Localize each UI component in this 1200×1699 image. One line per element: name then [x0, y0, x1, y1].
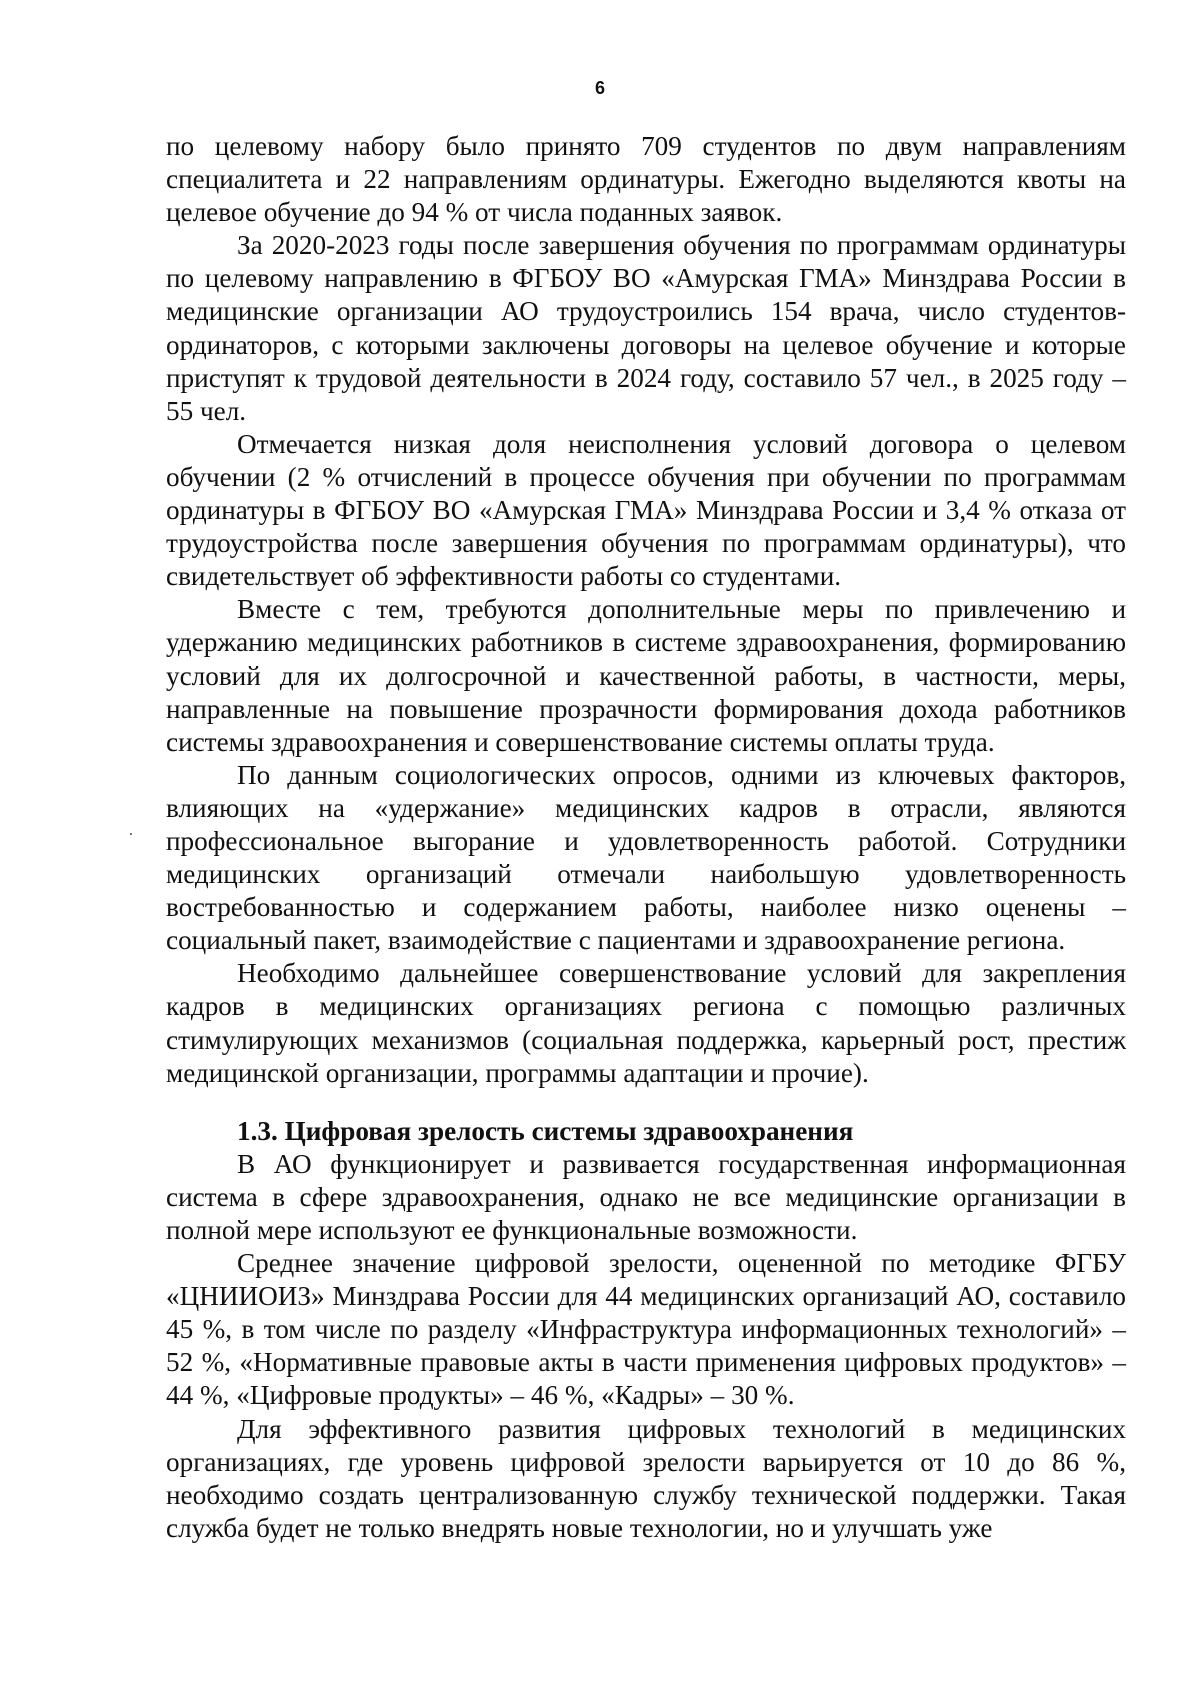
document-body	[166, 130, 1126, 1545]
paragraph-retention-conditions: Необходимо дальнейшее совершенствование условий для закрепления кадров в медицинских организациях региона с помощью различных стимулирующих механизмов (социальная поддержка, карьерный рост, престиж медицинской организации, программы адаптации и прочие).	[166, 958, 1126, 1088]
section-heading: 1.3. Цифровая зрелость системы здравоохранения	[237, 1115, 854, 1146]
paragraph-additional-measures: Вместе с тем, требуются дополнительные меры по привлечению и удержанию медицинских работников в системе здравоохранения, формированию условий для их долгосрочной и качественной работы, в частности, меры, направленные на повышение прозрачности формирования дохода работников системы здравоохранения и совершенствование системы оплаты труда.	[166, 594, 1126, 757]
paragraph-support-service: Для эффективного развития цифровых технологий в медицинских организациях, где уровень цифровой зрелости варьируется от 10 до 86 %, необходимо создать централизованную службу технической поддержки. Такая служба будет не только внедрять новые технологии, но и улучшать уже	[166, 1413, 1126, 1543]
paragraph-graduates-employment: За 2020-2023 годы после завершения обучения по программам ординатуры по целевому направлению в ФГБОУ ВО «Амурская ГМА» Минздрава России в медицинские организации АО трудоустроились 154 врача, число студентов-ординаторов, с которыми заключены договоры на целевое обучение и которые приступят к трудовой деятельности в 2024 году, составило 57 чел., в 2025 году – 55 чел.	[166, 230, 1126, 426]
scan-speck	[130, 833, 132, 835]
paragraph-digital-maturity-average: Среднее значение цифровой зрелости, оцененной по методике ФГБУ «ЦНИИОИЗ» Минздрава России для 44 медицинских организаций АО, составило 45 %, в том числе по разделу «Инфраструктура информационных технологий» – 52 %, «Нормативные правовые акты в части применения цифровых продуктов» – 44 %, «Цифровые продукты» – 46 %, «Кадры» – 30 %.	[166, 1248, 1126, 1411]
paragraph-contract-nonfulfillment: Отмечается низкая доля неисполнения условий договора о целевом обучении (2 % отчислений в процессе обучения при обучении по программам ординатуры в ФГБОУ ВО «Амурская ГМА» Минздрава России и 3,4 % отказа от трудоустройства после завершения обучения по программам ординатуры), что свидетельствует об эффективности работы со студентами.	[166, 428, 1126, 592]
page-number: 6	[594, 78, 605, 98]
paragraph-continuation: по целевому набору было принято 709 студентов по двум направлениям специалитета и 22 направлениям ординатуры. Ежегодно выделяются квоты на целевое обучение до 94 % от числа поданных заявок.	[166, 131, 1126, 228]
paragraph-sociological-surveys: По данным социологических опросов, одними из ключевых факторов, влияющих на «удержание» медицинских кадров в отрасли, являются профессиональное выгорание и удовлетворенность работой. Сотрудники медицинских организаций отмечали наибольшую удовлетворенность востребованностью и содержанием работы, наиболее низко оценены – социальный пакет, взаимодействие с пациентами и здравоохранение региона.	[166, 759, 1126, 956]
paragraph-information-system: В АО функционирует и развивается государственная информационная система в сфере здравоохранения, однако не все медицинские организации в полной мере используют ее функциональные возможности.	[166, 1148, 1126, 1245]
